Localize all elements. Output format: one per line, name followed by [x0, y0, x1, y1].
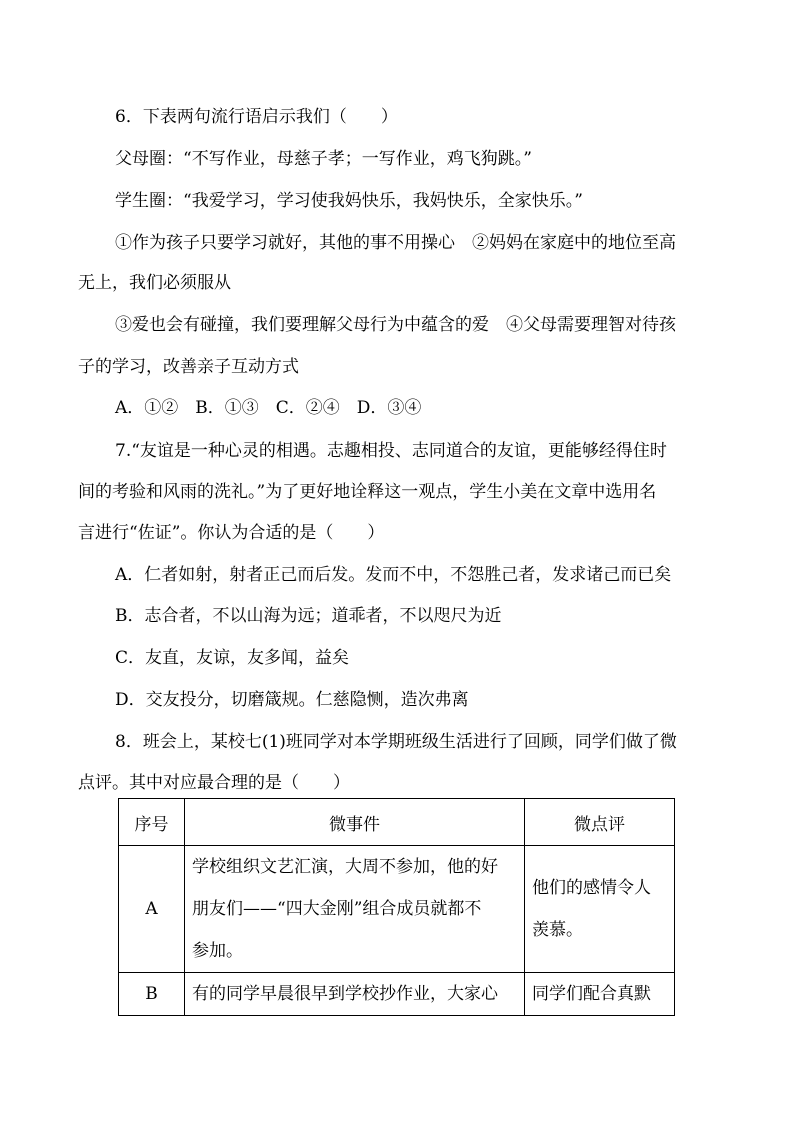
row-event-line: 有的同学早晨很早到学校抄作业，大家心: [192, 984, 498, 1004]
header-number: 序号: [119, 799, 185, 846]
q6-choices: A．①② B．①③ C．②④ D．③④: [115, 398, 422, 418]
q6-quote-parents: 父母圈：“不写作业，母慈子孝；一写作业，鸡飞狗跳。”: [115, 149, 532, 169]
row-comment: [525, 846, 675, 973]
q7-option-c: C．友直，友谅，友多闻，益矣: [115, 648, 350, 668]
table-row: [119, 973, 675, 1016]
row-comment: [525, 973, 675, 1016]
row-comment-line: 同学们配合真默: [532, 984, 651, 1004]
q7-option-b: B．志合者，不以山海为远；道乖者，不以咫尺为近: [115, 606, 502, 626]
header-event: 微事件: [185, 799, 525, 846]
q8-stem-line2: 点评。其中对应最合理的是（ ）: [78, 773, 350, 793]
row-id: B: [119, 973, 185, 1016]
q6-stem: 6．下表两句流行语启示我们（ ）: [115, 107, 398, 127]
row-event-line: 朋友们——“四大金刚”组合成员就都不: [192, 899, 482, 919]
table-header-row: [119, 799, 675, 846]
q6-options-1-2-line1: ①作为孩子只要学习就好，其他的事不用操心 ②妈妈在家庭中的地位至高: [115, 233, 676, 253]
q6-options-3-4-line1: ③爱也会有碰撞，我们要理解父母行为中蕴含的爱 ④父母需要理智对待孩: [115, 315, 676, 335]
q7-option-a: A．仁者如射，射者正己而后发。发而不中，不怨胜己者，发求诸己而已矣: [115, 565, 672, 585]
row-event-line: 参加。: [192, 941, 243, 961]
row-event: [185, 973, 525, 1016]
events-table: [118, 798, 675, 1016]
q7-stem-line1: 7.“友谊是一种心灵的相遇。志趣相投、志同道合的友谊，更能够经得住时: [115, 441, 667, 461]
q6-options-1-2-line2: 无上，我们必须服从: [78, 273, 231, 293]
row-event-line: 学校组织文艺汇演，大周不参加，他的好: [192, 857, 498, 877]
table-row: [119, 846, 675, 973]
row-comment-line: 他们的感情令人: [532, 878, 651, 898]
row-comment-line: 羡慕。: [532, 920, 583, 940]
row-id: A: [119, 846, 185, 973]
q8-stem-line1: 8．班会上，某校七(1)班同学对本学期班级生活进行了回顾，同学们做了微: [115, 732, 677, 752]
q7-option-d: D．交友投分，切磨箴规。仁慈隐恻，造次弗离: [115, 690, 469, 710]
header-comment: 微点评: [525, 799, 675, 846]
q7-stem-line3: 言进行“佐证”。你认为合适的是（ ）: [78, 523, 385, 543]
q6-options-3-4-line2: 子的学习，改善亲子互动方式: [78, 357, 299, 377]
q6-quote-students: 学生圈：“我爱学习，学习使我妈快乐，我妈快乐，全家快乐。”: [115, 191, 583, 211]
row-event: [185, 846, 525, 973]
q7-stem-line2: 间的考验和风雨的洗礼。”为了更好地诠释这一观点，学生小美在文章中选用名: [78, 482, 657, 502]
